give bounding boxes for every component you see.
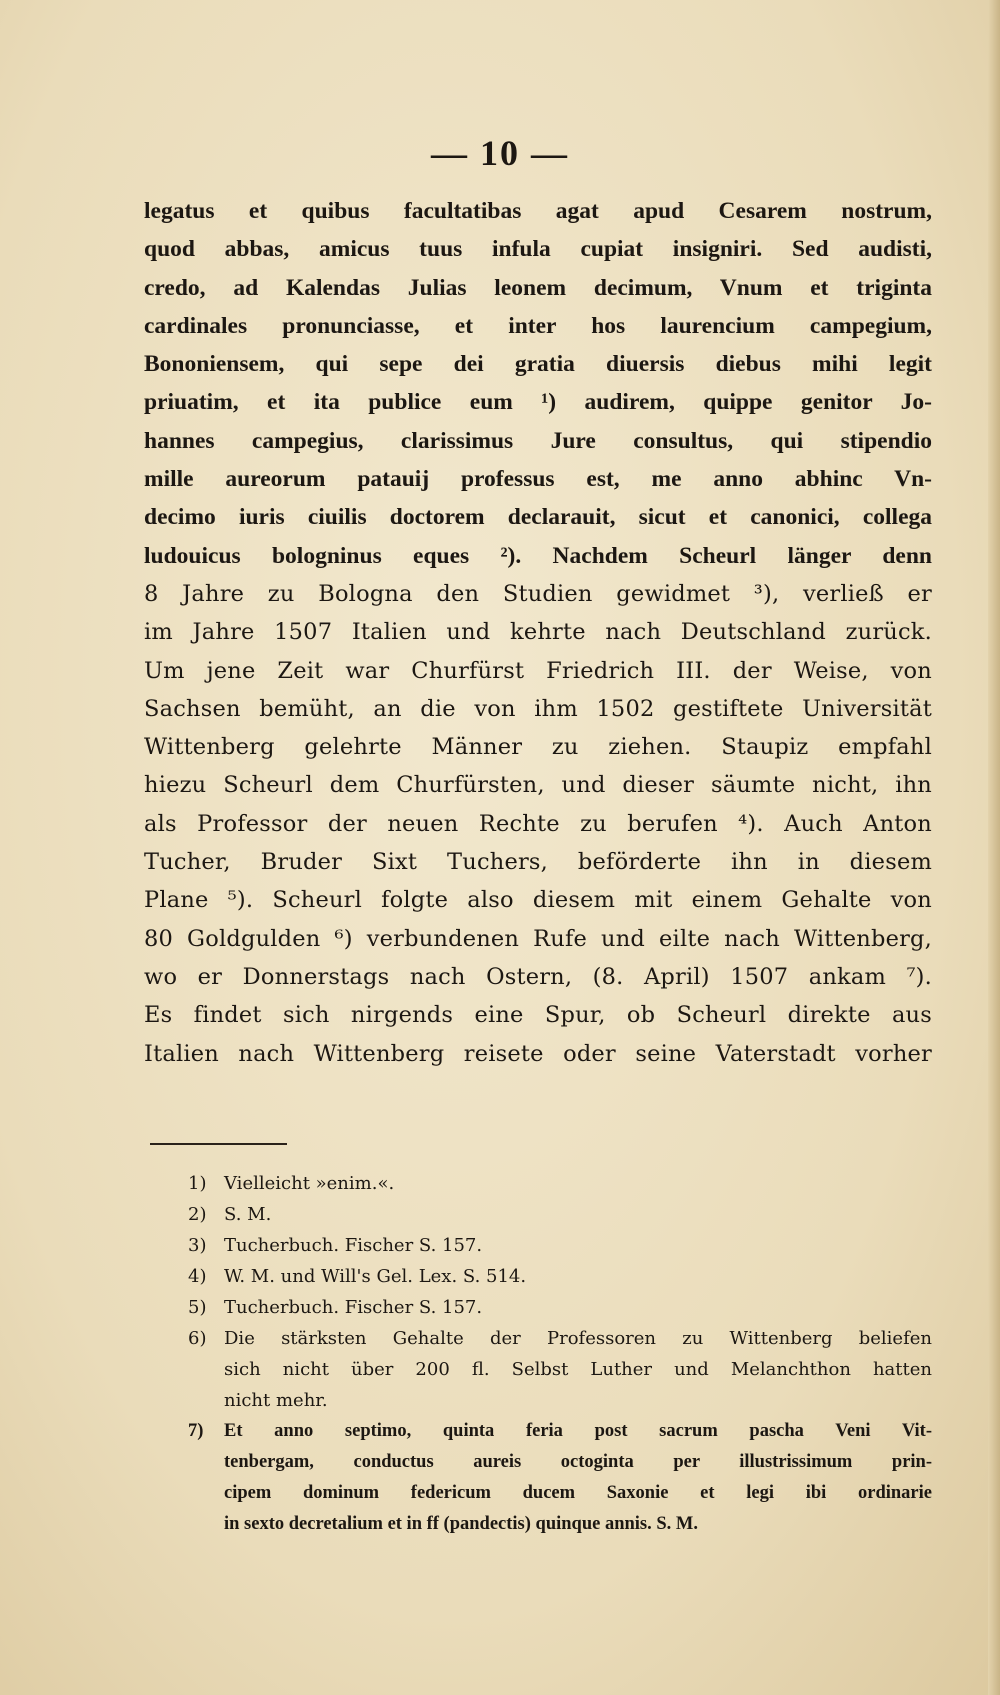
text-line: priuatim, et ita publice eum ¹) audirem, quippe genitor Jo- (144, 389, 932, 416)
text-line: im Jahre 1507 Italien und kehrte nach Deutschland zurück. (144, 619, 932, 646)
text-line: cardinales pronunciasse, et inter hos laurencium campegium, (144, 312, 932, 339)
text-line: 80 Goldgulden ⁶) verbundenen Rufe und eilte nach Wittenberg, (144, 925, 932, 952)
footnote (188, 1199, 932, 1230)
footnote-number: 4) (188, 1266, 207, 1287)
footnote (188, 1416, 932, 1447)
text-line: Bononiensem, qui sepe dei gratia diuersis diebus mihi legit (144, 351, 932, 378)
footnote-number: 5) (188, 1297, 207, 1318)
page-number: — 10 — (431, 133, 569, 173)
footnote-number: 3) (188, 1235, 207, 1256)
footnote-text: Tucherbuch. Fischer S. 157. (224, 1297, 483, 1318)
footnotes (188, 1168, 932, 1540)
text-line: Um jene Zeit war Churfürst Friedrich III. der Weise, von (144, 657, 932, 684)
text-line: legatus et quibus facultatibas agat apud Cesarem nostrum, (144, 198, 932, 224)
body-text (144, 192, 932, 1073)
text-line: als Professor der neuen Rechte zu berufen ⁴). Auch Anton (144, 810, 932, 837)
footnote-number: 7) (188, 1421, 204, 1441)
footnote (188, 1261, 932, 1292)
text-line: Sachsen bemüht, an die von ihm 1502 gestiftete Universität (144, 695, 932, 722)
footnote (188, 1230, 932, 1261)
text-line: Plane ⁵). Scheurl folgte also diesem mit einem Gehalte von (144, 887, 932, 914)
footnote-text: Tucherbuch. Fischer S. 157. (224, 1235, 483, 1256)
text-line: 8 Jahre zu Bologna den Studien gewidmet ³), verließ er (144, 580, 932, 607)
footnote (188, 1292, 932, 1323)
text-line: Italien nach Wittenberg reisete oder seine Vaterstadt vorher (144, 1040, 932, 1067)
page-edge (988, 0, 1000, 1695)
text-line: ludouicus bologninus eques ²). Nachdem Scheurl länger denn (144, 542, 932, 569)
footnote-continuation: tenbergam, conductus aureis octoginta per illustrissimum prin- (224, 1452, 932, 1472)
footnote-text: Die stärksten Gehalte der Professoren zu Wittenberg beliefen (224, 1328, 932, 1349)
footnote-continuation: nicht mehr. (224, 1390, 328, 1411)
text-line: Wittenberg gelehrte Männer zu ziehen. Staupiz empfahl (144, 734, 932, 761)
footnote-continuation: in sexto decretalium et in ff (pandectis) quinque annis. S. M. (224, 1514, 699, 1534)
footnote-text: Et anno septimo, quinta feria post sacrum pascha Veni Vit- (224, 1421, 932, 1441)
text-line: credo, ad Kalendas Julias leonem decimum, Vnum et triginta (144, 274, 932, 301)
text-line: wo er Donnerstags nach Ostern, (8. April) 1507 ankam ⁷). (144, 963, 932, 990)
footnote (188, 1323, 932, 1354)
footnote-number: 1) (188, 1173, 207, 1194)
footnote-separator (150, 1143, 287, 1145)
footnote-number: 2) (188, 1204, 207, 1225)
footnote-continuation: sich nicht über 200 fl. Selbst Luther und Melanchthon hatten (224, 1359, 932, 1380)
footnote-number: 6) (188, 1328, 207, 1349)
footnote (188, 1168, 932, 1199)
footnote-continuation: cipem dominum federicum ducem Saxonie et legi ibi ordinarie (224, 1483, 932, 1503)
text-line: Tucher, Bruder Sixt Tuchers, beförderte ihn in diesem (144, 849, 932, 876)
text-line: hannes campegius, clarissimus Jure consultus, qui stipendio (144, 427, 932, 454)
footnote-text: Vielleicht »enim.«. (224, 1173, 395, 1194)
text-line: Es findet sich nirgends eine Spur, ob Scheurl direkte aus (144, 1002, 932, 1029)
footnote-text: S. M. (224, 1204, 272, 1225)
footnote-text: W. M. und Will's Gel. Lex. S. 514. (224, 1266, 527, 1287)
text-line: quod abbas, amicus tuus infula cupiat insigniri. Sed audisti, (144, 236, 932, 263)
text-line: mille aureorum patauij professus est, me anno abhinc Vn- (144, 466, 932, 493)
text-line: hiezu Scheurl dem Churfürsten, und dieser säumte nicht, ihn (144, 772, 932, 799)
text-line: decimo iuris ciuilis doctorem declarauit, sicut et canonici, collega (144, 504, 932, 531)
